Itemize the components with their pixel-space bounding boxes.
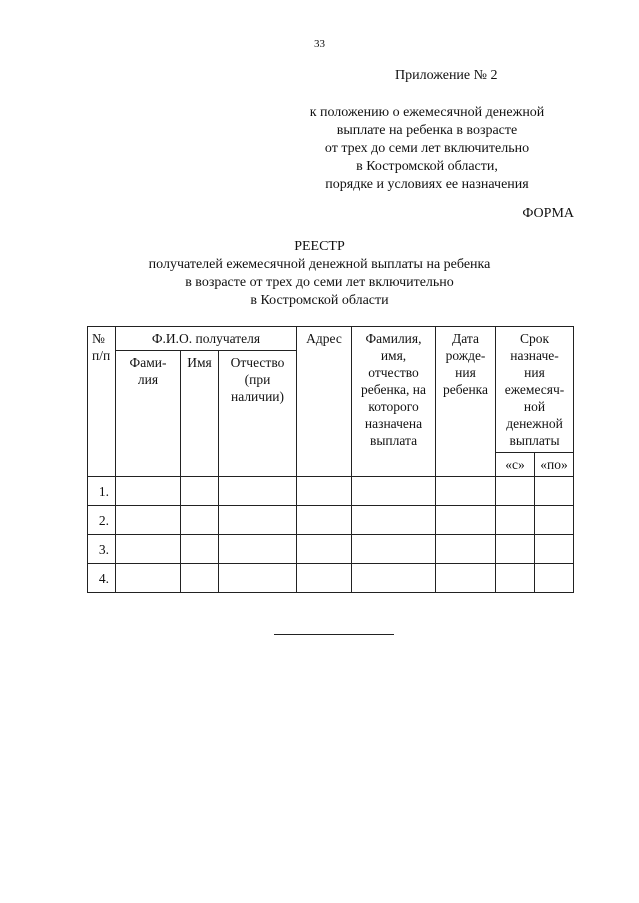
cell-child-name[interactable] [352, 535, 436, 564]
table-row [88, 564, 574, 593]
header-term-from: «с» [496, 453, 535, 477]
cell-term-from[interactable] [496, 535, 535, 564]
header-term: Срок назначе- ния ежемесяч- ной денежной выплаты [496, 327, 574, 453]
cell-child-name[interactable] [352, 506, 436, 535]
cell-address[interactable] [297, 535, 352, 564]
table-row [88, 477, 574, 506]
appendix-line: порядке и условиях ее назначения [325, 177, 529, 192]
cell-surname[interactable] [116, 477, 181, 506]
cell-address[interactable] [297, 477, 352, 506]
cell-first-name[interactable] [181, 535, 219, 564]
document-subtitle-line: получателей ежемесячной денежной выплаты на ребенка [148, 257, 491, 272]
cell-term-to[interactable] [535, 535, 574, 564]
header-birth-date: Дата рожде- ния ребенка [436, 327, 496, 477]
cell-surname[interactable] [116, 506, 181, 535]
cell-child-name[interactable] [352, 477, 436, 506]
header-number: № п/п [88, 327, 116, 477]
cell-patronymic[interactable] [219, 535, 297, 564]
header-child-name: Фамилия, имя, отчество ребенка, на которого назначена выплата [352, 327, 436, 477]
cell-term-to[interactable] [535, 477, 574, 506]
header-address: Адрес [297, 327, 352, 477]
header-first-name: Имя [181, 351, 219, 477]
header-patronymic: Отчество (при наличии) [219, 351, 297, 477]
cell-birth-date[interactable] [436, 564, 496, 593]
cell-surname[interactable] [116, 564, 181, 593]
row-number: 4. [88, 564, 116, 593]
cell-child-name[interactable] [352, 564, 436, 593]
registry-table [87, 326, 574, 593]
cell-patronymic[interactable] [219, 564, 297, 593]
header-recipient: Ф.И.О. получателя [116, 327, 297, 351]
cell-patronymic[interactable] [219, 506, 297, 535]
appendix-line: от трех до семи лет включительно [324, 141, 530, 156]
document-title: РЕЕСТР [294, 239, 345, 254]
cell-birth-date[interactable] [436, 506, 496, 535]
row-number: 1. [88, 477, 116, 506]
appendix-body [277, 104, 577, 194]
cell-patronymic[interactable] [219, 477, 297, 506]
cell-address[interactable] [297, 506, 352, 535]
row-number: 2. [88, 506, 116, 535]
header-row-1 [88, 327, 574, 351]
document-subtitle-line: в Костромской области [250, 293, 389, 308]
page-number: 33 [314, 38, 325, 50]
appendix-line: выплате на ребенка в возрасте [336, 123, 518, 138]
cell-first-name[interactable] [181, 564, 219, 593]
cell-address[interactable] [297, 564, 352, 593]
table-row [88, 535, 574, 564]
form-label: ФОРМА [522, 206, 574, 221]
header-term-to: «по» [535, 453, 574, 477]
table-row [88, 506, 574, 535]
end-separator-line [274, 634, 394, 635]
cell-term-from[interactable] [496, 506, 535, 535]
document-subtitle-line: в возрасте от трех до семи лет включительно [185, 275, 454, 290]
appendix-title: Приложение № 2 [395, 68, 498, 83]
row-number: 3. [88, 535, 116, 564]
cell-first-name[interactable] [181, 506, 219, 535]
cell-surname[interactable] [116, 535, 181, 564]
cell-term-to[interactable] [535, 564, 574, 593]
appendix-line: к положению о ежемесячной денежной [309, 105, 545, 120]
cell-birth-date[interactable] [436, 535, 496, 564]
cell-first-name[interactable] [181, 477, 219, 506]
document-title-block [0, 238, 639, 310]
cell-term-to[interactable] [535, 506, 574, 535]
header-surname: Фами- лия [116, 351, 181, 477]
cell-term-from[interactable] [496, 564, 535, 593]
cell-birth-date[interactable] [436, 477, 496, 506]
cell-term-from[interactable] [496, 477, 535, 506]
appendix-line: в Костромской области, [356, 159, 498, 174]
